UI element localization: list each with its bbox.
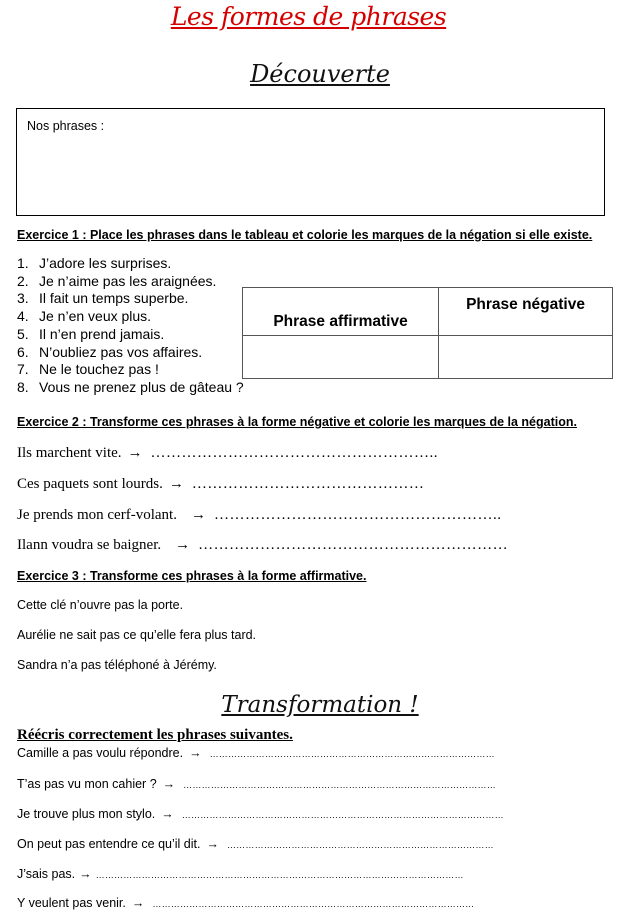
exercise2-sentence: Ces paquets sont lourds.: [17, 476, 163, 492]
transformation-sentence: T’as pas vu mon cahier ?: [17, 777, 157, 791]
transformation-sentence: Camille a pas voulu répondre.: [17, 746, 184, 760]
arrow-icon: →: [79, 867, 92, 881]
transformation-sentence: Je trouve plus mon stylo.: [17, 807, 156, 821]
transformation-sentence: J’sais pas.: [17, 867, 76, 881]
transformation-sentence: Y veulent pas venir.: [17, 896, 126, 910]
arrow-icon: →: [175, 537, 191, 553]
answer-field[interactable]: …………………………………………………………………………………………: [183, 780, 496, 790]
exercise3-heading: Exercice 3 : Transforme ces phrases à la forme affirmative.: [17, 569, 367, 583]
page-title: Les formes de phrases: [170, 2, 447, 31]
exercise2-line: [17, 537, 508, 554]
list-item: 1. J’adore les surprises.: [17, 255, 172, 271]
column-header-affirmative: Phrase affirmative: [243, 288, 439, 336]
list-item: 3. Il fait un temps superbe.: [17, 290, 189, 307]
answer-field[interactable]: ……………………………………………………………………………: [226, 840, 494, 850]
arrow-icon: →: [127, 445, 143, 461]
exercise2-line: [17, 507, 501, 524]
arrow-icon: →: [206, 837, 219, 851]
exercise2-line: [17, 445, 438, 462]
answer-field[interactable]: ………………………………………………..: [150, 445, 439, 461]
answer-field[interactable]: ……………………………………………………………………………………………: [152, 899, 475, 909]
transformation-heading: Réécris correctement les phrases suivantes.: [17, 727, 293, 743]
transformation-line: [17, 896, 474, 910]
answer-field[interactable]: …………………………………………………………………………………: [209, 749, 495, 759]
exercise3-sentence: Aurélie ne sait pas ce qu’elle fera plus tard.: [17, 628, 257, 642]
answer-field[interactable]: ………………………………………: [191, 476, 425, 492]
transformation-line: [17, 867, 464, 881]
exercise2-sentence: Je prends mon cerf-volant.: [17, 507, 177, 523]
exercise1-sentence-list: [17, 255, 244, 397]
phrases-box-label: Nos phrases :: [27, 119, 105, 133]
transformation-line: [17, 746, 495, 760]
negative-cell[interactable]: [439, 336, 613, 379]
exercise2-heading: Exercice 2 : Transforme ces phrases à la forme négative et colorie les marques de la négation.: [17, 415, 577, 429]
phrases-box[interactable]: [16, 108, 605, 216]
affirmative-cell[interactable]: [243, 336, 439, 379]
list-item: 7. Ne le touchez pas !: [17, 361, 159, 378]
list-item: 6. N’oubliez pas vos affaires.: [17, 343, 203, 360]
answer-field[interactable]: ……………………………………………………………………………………………: [181, 810, 504, 820]
exercise2-line: [17, 476, 424, 493]
transformation-line: [17, 777, 496, 791]
exercise3-sentence: Sandra n’a pas téléphoné à Jérémy.: [17, 658, 217, 672]
exercise3-sentence: Cette clé n’ouvre pas la porte.: [17, 598, 184, 612]
section-heading-decouverte: Découverte: [250, 60, 390, 88]
arrow-icon: →: [189, 746, 202, 760]
list-item: 4. Je n’en veux plus.: [17, 308, 152, 325]
transformation-line: [17, 807, 504, 821]
arrow-icon: →: [161, 807, 174, 821]
sorting-table: [242, 287, 613, 379]
arrow-icon: →: [162, 777, 176, 791]
transformation-sentence: On peut pas entendre ce qu’il dit.: [17, 837, 201, 851]
transformation-line: [17, 837, 494, 851]
arrow-icon: →: [190, 507, 206, 523]
column-header-negative: Phrase négative: [439, 288, 613, 336]
exercise2-sentence: Ilann voudra se baigner.: [17, 537, 162, 553]
answer-field[interactable]: ………………………………………………..: [213, 507, 502, 523]
list-item: 8. Vous ne prenez plus de gâteau ?: [17, 378, 244, 395]
list-item: 2. Je n’aime pas les araignées.: [17, 272, 217, 289]
arrow-icon: →: [131, 896, 145, 910]
answer-field[interactable]: ……………………………………………………: [198, 537, 509, 553]
section-heading-transformation: Transformation !: [221, 692, 419, 718]
answer-field[interactable]: …………………………………………………………………………………………………………: [95, 870, 464, 880]
exercise2-sentence: Ils marchent vite.: [17, 445, 122, 461]
exercise1-heading: Exercice 1 : Place les phrases dans le tableau et colorie les marques de la négation si elle existe.: [17, 228, 593, 242]
list-item: 5. Il n’en prend jamais.: [17, 325, 165, 342]
arrow-icon: →: [168, 476, 184, 492]
